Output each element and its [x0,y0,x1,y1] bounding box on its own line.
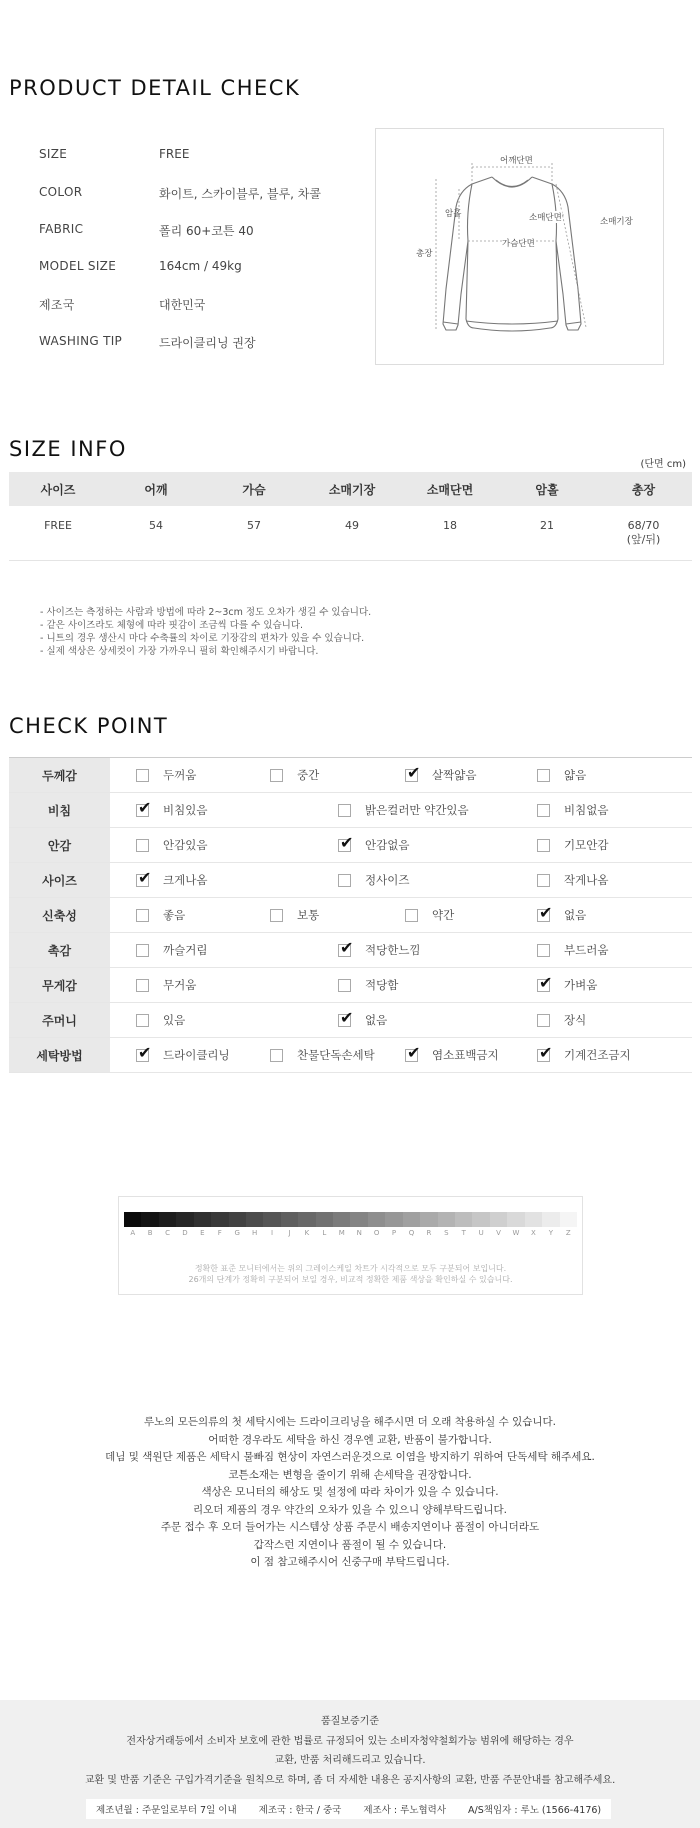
checkmark-icon: ✔ [539,972,553,992]
size-unit-note: (단면 cm) [640,459,686,470]
check-option-label: 두꺼움 [163,768,197,782]
check-option[interactable] [136,907,185,923]
check-option[interactable] [270,907,319,923]
gray-letter: S [444,1229,449,1237]
size-cell: 57 [205,506,303,560]
check-option[interactable] [537,1012,586,1028]
size-col-header: 암홀 [499,472,595,506]
checkbox[interactable] [270,1049,283,1062]
gray-swatch [316,1212,333,1227]
gray-letter: E [200,1229,205,1237]
check-row [9,1038,692,1073]
gray-swatch [368,1212,385,1227]
gray-swatch [176,1212,193,1227]
check-option-label: 부드러움 [564,943,609,957]
label-chest: 가슴단면 [502,239,535,249]
check-options [110,898,692,933]
checkbox[interactable] [270,769,283,782]
gray-letter: I [271,1229,274,1237]
detail-value: 드라이클리닝 권장 [159,336,256,350]
footer-line: 교환, 반품 처리해드리고 있습니다. [274,1755,426,1766]
check-point-table [9,757,692,1073]
size-table [9,472,692,561]
check-option[interactable] [338,1007,388,1028]
check-row [9,793,692,828]
footer-meta-item: 제조사 : 루노협력사 [363,1805,447,1816]
gray-swatch [420,1212,437,1227]
gray-letter: L [322,1229,327,1237]
check-options [110,758,692,793]
gray-swatch [298,1212,315,1227]
gray-letter: K [304,1229,310,1237]
check-row [9,758,692,793]
checked-checkbox[interactable] [338,937,354,957]
check-options [110,933,692,968]
check-option[interactable] [270,767,319,783]
gray-letter: J [288,1229,291,1237]
check-options [110,1038,692,1073]
check-row-label: 촉감 [9,933,110,968]
check-row [9,863,692,898]
gray-letter: G [234,1229,240,1237]
check-row-label: 주머니 [9,1003,110,1038]
grayscale-bar [124,1212,577,1227]
check-option-label: 중간 [297,768,320,782]
footer-line: 교환 및 반품 기준은 구입가격기준을 원칙으로 하며, 좀 더 자세한 내용은 공지사항의 교환, 반품 주문안내를 참고해주세요. [84,1774,616,1786]
gray-swatch [159,1212,176,1227]
gray-swatch [124,1212,141,1227]
note-line: - 니트의 경우 생산시 마다 수축률의 차이로 기장감의 편차가 있을 수 있습니다. [40,633,365,644]
check-row [9,828,692,863]
check-option-label: 있음 [163,1013,186,1027]
detail-label: COLOR [39,185,83,199]
checkbox[interactable] [136,909,149,922]
gray-letter: H [252,1229,258,1237]
gray-letter: Q [408,1229,415,1237]
note-line: - 실제 색상은 상세컷이 가장 가까우니 필히 확인해주시기 바랍니다. [40,646,319,657]
check-option[interactable] [537,872,608,888]
checkbox[interactable] [136,769,149,782]
check-option[interactable] [405,762,477,783]
checkmark-icon: ✔ [340,832,354,852]
product-detail-title: PRODUCT DETAIL CHECK [9,76,301,100]
checked-checkbox[interactable] [136,797,152,817]
checked-checkbox[interactable] [537,972,553,992]
detail-value: 화이트, 스카이블루, 블루, 차콜 [159,187,321,201]
label-armhole: 암홀 [445,209,462,219]
size-cell: 54 [107,506,205,560]
checkmark-icon: ✔ [340,937,354,957]
checked-checkbox[interactable] [338,832,354,852]
checkbox[interactable] [537,1014,550,1027]
care-line: 코튼소재는 변형을 줄이기 위해 손세탁을 권장합니다. [228,1468,472,1481]
gray-swatch [542,1212,559,1227]
check-option[interactable] [338,937,421,958]
checked-checkbox[interactable] [136,1042,152,1062]
checkbox[interactable] [338,979,351,992]
check-option-label: 안감있음 [163,838,208,852]
checkbox[interactable] [136,839,149,852]
check-option-label: 기모안감 [564,838,609,852]
check-option-label: 드라이클리닝 [163,1048,230,1062]
gray-letter: B [147,1229,153,1237]
checkbox[interactable] [338,874,351,887]
care-line: 이 점 참고해주시어 신중구매 부탁드립니다. [250,1556,450,1568]
grayscale-chart [118,1196,583,1295]
gray-letter: N [356,1229,362,1237]
grayscale-note [119,1263,582,1285]
detail-value: 폴리 60+코튼 40 [159,224,254,238]
gray-letter: F [217,1229,222,1237]
note-line: - 사이즈는 측정하는 사람과 방법에 따라 2~3cm 정도 오차가 생길 수 있습니다. [40,607,372,618]
size-col-header: 소매단면 [401,472,499,506]
label-total-length: 총장 [416,249,433,259]
detail-label: SIZE [39,147,68,161]
care-notice [0,1414,700,1572]
check-row-label: 신축성 [9,898,110,933]
checked-checkbox[interactable] [537,1042,553,1062]
check-option[interactable] [136,867,208,888]
gray-letter: W [512,1229,520,1237]
check-option-label: 보통 [297,908,320,922]
footer-meta-item: 제조년월 : 주문일로부터 7일 이내 [96,1805,237,1816]
check-option[interactable] [537,1042,631,1063]
check-option[interactable] [136,942,207,958]
check-option-label: 비침없음 [564,803,609,817]
check-options [110,968,692,1003]
size-info-title: SIZE INFO [9,437,127,461]
checkmark-icon: ✔ [138,1042,152,1062]
footer-meta-bar [86,1799,611,1819]
gray-swatch [438,1212,455,1227]
gray-letter: M [338,1229,345,1237]
footer-title: 품질보증기준 [321,1716,379,1727]
checkbox[interactable] [136,944,149,957]
check-row-label: 안감 [9,828,110,863]
check-option-label: 약간 [432,908,455,922]
check-option[interactable] [405,1042,499,1063]
checkbox[interactable] [338,804,351,817]
gray-swatch [350,1212,367,1227]
check-options [110,828,692,863]
size-col-header: 가슴 [205,472,303,506]
check-option-label: 가벼움 [564,978,598,992]
check-row-label: 세탁방법 [9,1038,110,1073]
check-option[interactable] [136,837,207,853]
gray-swatch [403,1212,420,1227]
check-option-label: 없음 [564,908,587,922]
check-option[interactable] [136,977,196,993]
gray-swatch [141,1212,158,1227]
gray-letter: A [130,1229,136,1237]
label-shoulder: 어깨단면 [500,156,533,166]
footer-meta-item: 제조국 : 한국 / 중국 [258,1805,342,1816]
care-line: 리오더 제품의 경우 약간의 오차가 있을 수 있으니 양해부탁드립니다. [192,1503,508,1516]
checkmark-icon: ✔ [407,1042,421,1062]
check-option[interactable] [338,832,410,853]
check-options [110,793,692,828]
check-option[interactable] [537,972,598,993]
check-option[interactable] [338,977,398,993]
gray-letter: P [391,1229,397,1237]
detail-value: FREE [159,147,190,161]
checkmark-icon: ✔ [340,1007,354,1027]
detail-value: 164cm / 49kg [159,259,242,273]
gray-swatch [490,1212,507,1227]
checkbox[interactable] [537,839,550,852]
checkmark-icon: ✔ [138,867,152,887]
checkbox[interactable] [270,909,283,922]
checkmark-icon: ✔ [539,1042,553,1062]
check-row [9,933,692,968]
grayscale-note-line: 26개의 단계가 정확히 구분되어 보일 경우, 비교적 정확한 제품 색상을 확인하실 수 있습니다. [188,1275,513,1284]
table-row [9,506,692,560]
check-option[interactable] [537,942,608,958]
detail-label: WASHING TIP [39,334,123,348]
gray-swatch [246,1212,263,1227]
footer-line: 전자상거래등에서 소비자 보호에 관한 법률로 규정되어 있는 소비자청약철회가능 범위에 해당하는 경우 [126,1735,574,1747]
gray-swatch [455,1212,472,1227]
gray-swatch [472,1212,489,1227]
gray-swatch [385,1212,402,1227]
check-option[interactable] [537,902,587,923]
gray-swatch [263,1212,280,1227]
check-option-label: 없음 [365,1013,388,1027]
gray-swatch [194,1212,211,1227]
checkbox[interactable] [136,979,149,992]
check-option[interactable] [136,767,196,783]
size-table-header [9,472,692,506]
check-options [110,1003,692,1038]
checked-checkbox[interactable] [405,762,421,782]
gray-swatch [525,1212,542,1227]
check-option[interactable] [136,797,208,818]
measurement-diagram [375,128,664,365]
care-line: 루노의 모든의류의 첫 세탁시에는 드라이크리닝을 해주시면 더 오래 착용하실 수 있습니다. [143,1416,556,1428]
check-option-label: 좋음 [163,908,186,922]
check-option[interactable] [537,802,608,818]
gray-letter: C [165,1229,170,1237]
check-option[interactable] [405,907,454,923]
label-sleeve-length: 소매기장 [600,217,633,227]
quality-footer [0,1700,700,1828]
detail-label: 제조국 [39,298,75,312]
check-row [9,898,692,933]
gray-letter: X [531,1229,536,1237]
check-option[interactable] [338,802,469,818]
care-line: 갑작스런 지연이나 품절이 될 수 있습니다. [253,1538,447,1551]
size-col-header: 사이즈 [9,472,107,506]
check-option-label: 무거움 [163,978,197,992]
gray-letter: Y [548,1229,553,1237]
check-option-label: 찬물단독손세탁 [297,1048,375,1062]
check-option-label: 작게나옴 [564,873,609,887]
check-point-title: CHECK POINT [9,714,169,738]
check-option[interactable] [537,837,608,853]
gray-letter: U [478,1229,484,1237]
gray-swatch [211,1212,228,1227]
check-option-label: 까슬거림 [163,943,208,957]
check-row [9,968,692,1003]
check-option-label: 안감없음 [365,838,410,852]
gray-swatch [560,1212,577,1227]
checkbox[interactable] [136,1014,149,1027]
check-option[interactable] [537,767,586,783]
size-cell: 18 [401,506,499,560]
size-col-header: 소매기장 [303,472,401,506]
check-option-label: 크게나옴 [163,873,208,887]
size-cell: 68/70 (앞/뒤) [595,506,692,560]
size-notes [40,606,371,658]
gray-letter: T [461,1229,466,1237]
check-option-label: 밝은컬러만 약간있음 [365,803,469,817]
note-line: - 같은 사이즈라도 체형에 따라 핏감이 조금씩 다를 수 있습니다. [40,620,304,631]
care-line: 주문 접수 후 오더 들어가는 시스템상 상품 주문시 배송지연이나 품절이 아니더라도 [160,1521,540,1533]
gray-swatch [229,1212,246,1227]
gray-swatch [507,1212,524,1227]
footer-meta-item: A/S책임자 : 루노 (1566-4176) [468,1805,602,1816]
gray-swatch [281,1212,298,1227]
care-line: 데님 및 색원단 제품은 세탁시 물빠짐 현상이 자연스러운것으로 이염을 방지하기 위하여 단독세탁 해주세요. [105,1451,595,1463]
checked-checkbox[interactable] [405,1042,421,1062]
size-cell: 49 [303,506,401,560]
size-cell: FREE [9,506,107,560]
checked-checkbox[interactable] [537,902,553,922]
detail-label: MODEL SIZE [39,259,117,273]
checkbox[interactable] [537,874,550,887]
check-row-label: 사이즈 [9,863,110,898]
grayscale-letters [124,1229,577,1237]
check-option[interactable] [270,1047,375,1063]
size-col-header: 어깨 [107,472,205,506]
gray-letter: O [373,1229,380,1237]
care-line: 색상은 모니터의 해상도 및 설정에 따라 차이가 있을 수 있습니다. [201,1486,499,1498]
check-option-label: 적당한느낌 [365,943,421,957]
check-options [110,863,692,898]
check-row-label: 무게감 [9,968,110,1003]
check-option-label: 얇음 [564,768,587,782]
checkmark-icon: ✔ [539,902,553,922]
check-option[interactable] [136,1042,230,1063]
check-option-label: 정사이즈 [365,873,410,887]
size-col-header: 총장 [595,472,692,506]
checkbox[interactable] [405,909,418,922]
check-option-label: 기계건조금지 [564,1048,631,1062]
gray-letter: Z [565,1229,571,1237]
checked-checkbox[interactable] [338,1007,354,1027]
footer-text [0,1712,700,1790]
check-option-label: 살짝얇음 [432,768,477,782]
checked-checkbox[interactable] [136,867,152,887]
size-cell: 21 [499,506,595,560]
check-row-label: 두께감 [9,758,110,793]
checkmark-icon: ✔ [138,797,152,817]
checkbox[interactable] [537,804,550,817]
check-option-label: 장식 [564,1013,587,1027]
check-row-label: 비침 [9,793,110,828]
checkmark-icon: ✔ [407,762,421,782]
check-option-label: 염소표백금지 [432,1048,499,1062]
detail-label: FABRIC [39,222,84,236]
grayscale-note-line: 정확한 표준 모니터에서는 위의 그레이스케일 차트가 시각적으로 모두 구분되어 보입니다. [194,1264,507,1273]
detail-value: 대한민국 [159,298,206,312]
check-option[interactable] [338,872,409,888]
gray-letter: V [496,1229,501,1237]
check-option-label: 비침있음 [163,803,208,817]
checkbox[interactable] [537,944,550,957]
check-option[interactable] [136,1012,185,1028]
gray-swatch [333,1212,350,1227]
label-sleeve-width: 소매단면 [529,213,562,223]
checkbox[interactable] [537,769,550,782]
gray-letter: R [426,1229,432,1237]
care-line: 어떠한 경우라도 세탁을 하신 경우엔 교환, 반품이 불가합니다. [208,1433,492,1446]
check-row [9,1003,692,1038]
check-option-label: 적당함 [365,978,399,992]
gray-letter: D [182,1229,188,1237]
